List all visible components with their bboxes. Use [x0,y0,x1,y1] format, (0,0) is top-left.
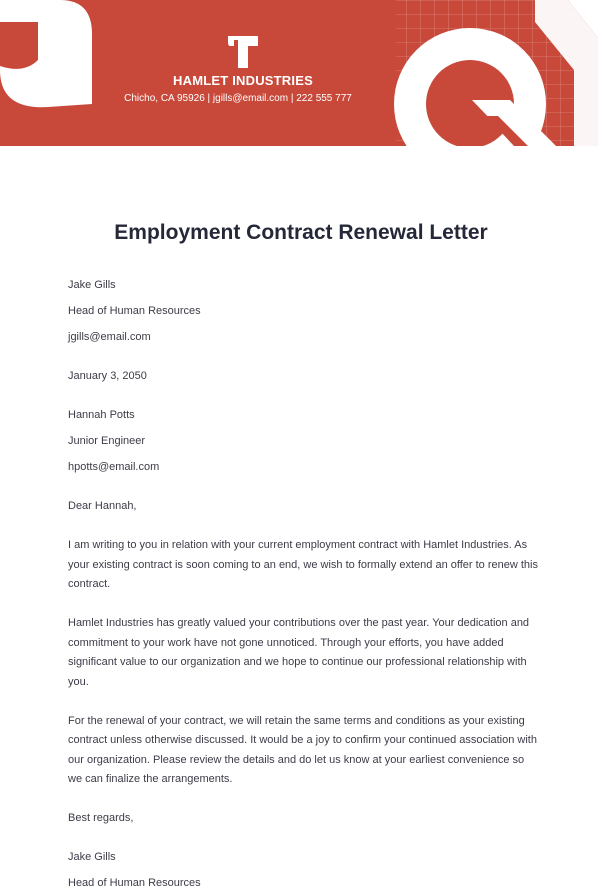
body-paragraph: For the renewal of your contract, we will retain the same terms and conditions as your existing contract unless otherwise discussed. It would be a joy to confirm your continued association with our organization. Please review the details and do let us know at your earliest convenience so we can finalize the arrangements. [68,714,537,785]
sender-name: Jake Gills [68,279,116,291]
body-paragraph: I am writing to you in relation with your current employment contract with Hamlet Industries. As your existing contract is soon coming to an end, we wish to formally extend an offer to renew this contract. [68,539,538,590]
body-paragraph: Hamlet Industries has greatly valued your contributions over the past year. Your dedication and commitment to your work have not gone unnoticed. Through your efforts, you have added significant value to our organization and we hope to continue our professional relationship with you. [68,617,530,688]
letter-title: Employment Contract Renewal Letter [114,221,488,244]
t-logo-icon [226,36,260,68]
letterhead-banner [0,0,598,146]
company-name: HAMLET INDUSTRIES [173,73,313,88]
sender-position: Head of Human Resources [68,305,201,317]
letter-date: January 3, 2050 [68,370,147,382]
company-contact-line: Chicho, CA 95926 | jgills@email.com | 222 555 777 [124,93,352,104]
salutation: Dear Hannah, [68,500,137,512]
closing: Best regards, [68,812,134,824]
recipient-name: Hannah Potts [68,409,135,421]
sender-email: jgills@email.com [68,331,151,343]
signature-name: Jake Gills [68,851,116,863]
recipient-email: hpotts@email.com [68,461,160,473]
signature-position: Head of Human Resources [68,877,201,889]
recipient-position: Junior Engineer [68,435,146,447]
letter-body [68,276,538,894]
